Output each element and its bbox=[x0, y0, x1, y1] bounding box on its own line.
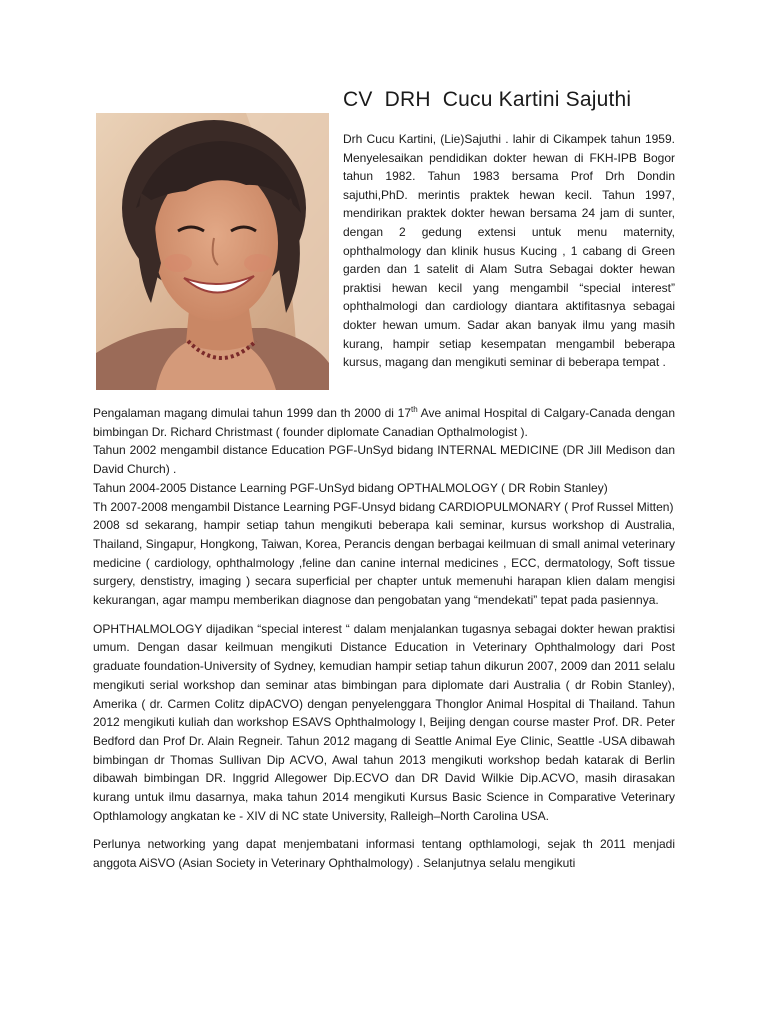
experience-line-2: Tahun 2002 mengambil distance Education PGF-UnSyd bidang INTERNAL MEDICINE (DR Jill Medison dan David Church) . bbox=[93, 443, 675, 477]
page-title: CV DRH Cucu Kartini Sajuthi bbox=[343, 88, 632, 111]
portrait-photo bbox=[96, 113, 329, 390]
intro-paragraph: Drh Cucu Kartini, (Lie)Sajuthi . lahir di Cikampek tahun 1959. Menyelesaikan pendidikan dokter hewan di FKH-IPB Bogor tahun 1982. Tahun 1983 bersama Prof Drh Dondin sajuthi,PhD. merintis praktek hewan kecil. Tahun 1997, mendirikan praktek dokter hewan bersama 24 jam di sunter, dengan 2 gedung extensi untuk menu maternity, ophthalmology dan klinik husus Kucing , 1 cabang di Green garden dan 1 satelit di Alam Sutra Sebagai dokter hewan praktisi hewan kecil yang mengambil “special interest” ophthalmologi dan cardiology diantara aktifitasnya sebagai dokter hewan umum. Sadar akan banyak ilmu yang masih kurang, hampir setiap kesempatan mengambil beberapa kursus, magang dan mengikuti seminar di beberapa tempat . bbox=[343, 132, 675, 370]
experience-line-5: 2008 sd sekarang, hampir setiap tahun mengikuti beberapa kali seminar, kursus workshop di Australia, Thailand, Singapur, Hongkong, Taiwan, Korea, Perancis dengan berbagai keilmuan di small animal veterinary medicine ( cardiology, ophthalmology ,feline dan canine internal medicines , ECC, dermatology, Soft tissue surgery, denstistry, imaging ) secara superficial per chapter untuk memenuhi harapan klien dalam mengisi kekurangan, agar mampu memberikan diagnose dan pengobatan yang “mendekati” tepat pada pasiennya. bbox=[93, 518, 675, 608]
experience-line-1: Pengalaman magang dimulai tahun 1999 dan th 2000 di 17th Ave animal Hospital di Calgary-Canada dengan bimbingan Dr. Richard Christmast ( founder diplomate Canadian Opthalmologist ). bbox=[93, 405, 675, 439]
portrait-icon bbox=[96, 113, 329, 390]
ordinal-superscript: th bbox=[411, 405, 418, 414]
ophthalmology-paragraph: OPHTHALMOLOGY dijadikan “special interest “ dalam menjalankan tugasnya sebagai dokter hewan praktisi umum. Dengan dasar keilmuan mengikuti Distance Education in Veterinary Ophthalmology dari Post graduate foundation-University of Sydney, kemudian hampir setiap tahun dikurun 2007, 2009 dan 2011 selalu mengikuti serial workshop dan seminar atas bimbingan para diplomate dari Australia ( dr Robin Stanley), Amerika ( dr. Carmen Colitz dipACVO) dengan penyelenggara Thonglor Animal Hospital di Thailand. Tahun 2012 mengikuti kuliah dan workshop ESAVS Ophthalmology I, Beijing dengan course master Prof. DR. Peter Bedford dan Prof Dr. Alain Regneir. Tahun 2012 magang di Seattle Animal Eye Clinic, Seattle -USA dibawah bimbingan dr Thomas Sullivan Dip ACVO, Awal tahun 2013 mengikuti workshop bedah katarak di Berlin dibawah bimbingan DR. Inggrid Allegower Dip.ECVO dan DR David Wilkie Dip.ACVO, masih dirasakan kurang untuk ilmu dasarnya, maka tahun 2014 mengikuti Kursus Basic Science in Comparative Veterinary Opthlamology angkatan ke - XIV di NC state University, Ralleigh–North Carolina USA. bbox=[93, 621, 675, 823]
experience-line-3: Tahun 2004-2005 Distance Learning PGF-UnSyd bidang OPTHALMOLOGY ( DR Robin Stanley) bbox=[93, 480, 608, 495]
experience-line-4: Th 2007-2008 mengambil Distance Learning PGF-Unsyd bidang CARDIOPULMONARY ( Prof Russel Mitten) bbox=[93, 499, 674, 514]
cv-body bbox=[93, 404, 675, 873]
networking-paragraph: Perlunya networking yang dapat menjembatani informasi tentang opthlamologi, sejak th 2011 menjadi anggota AiSVO (Asian Society in Veterinary Ophthalmology) . Selanjutnya selalu mengikuti bbox=[93, 837, 675, 871]
